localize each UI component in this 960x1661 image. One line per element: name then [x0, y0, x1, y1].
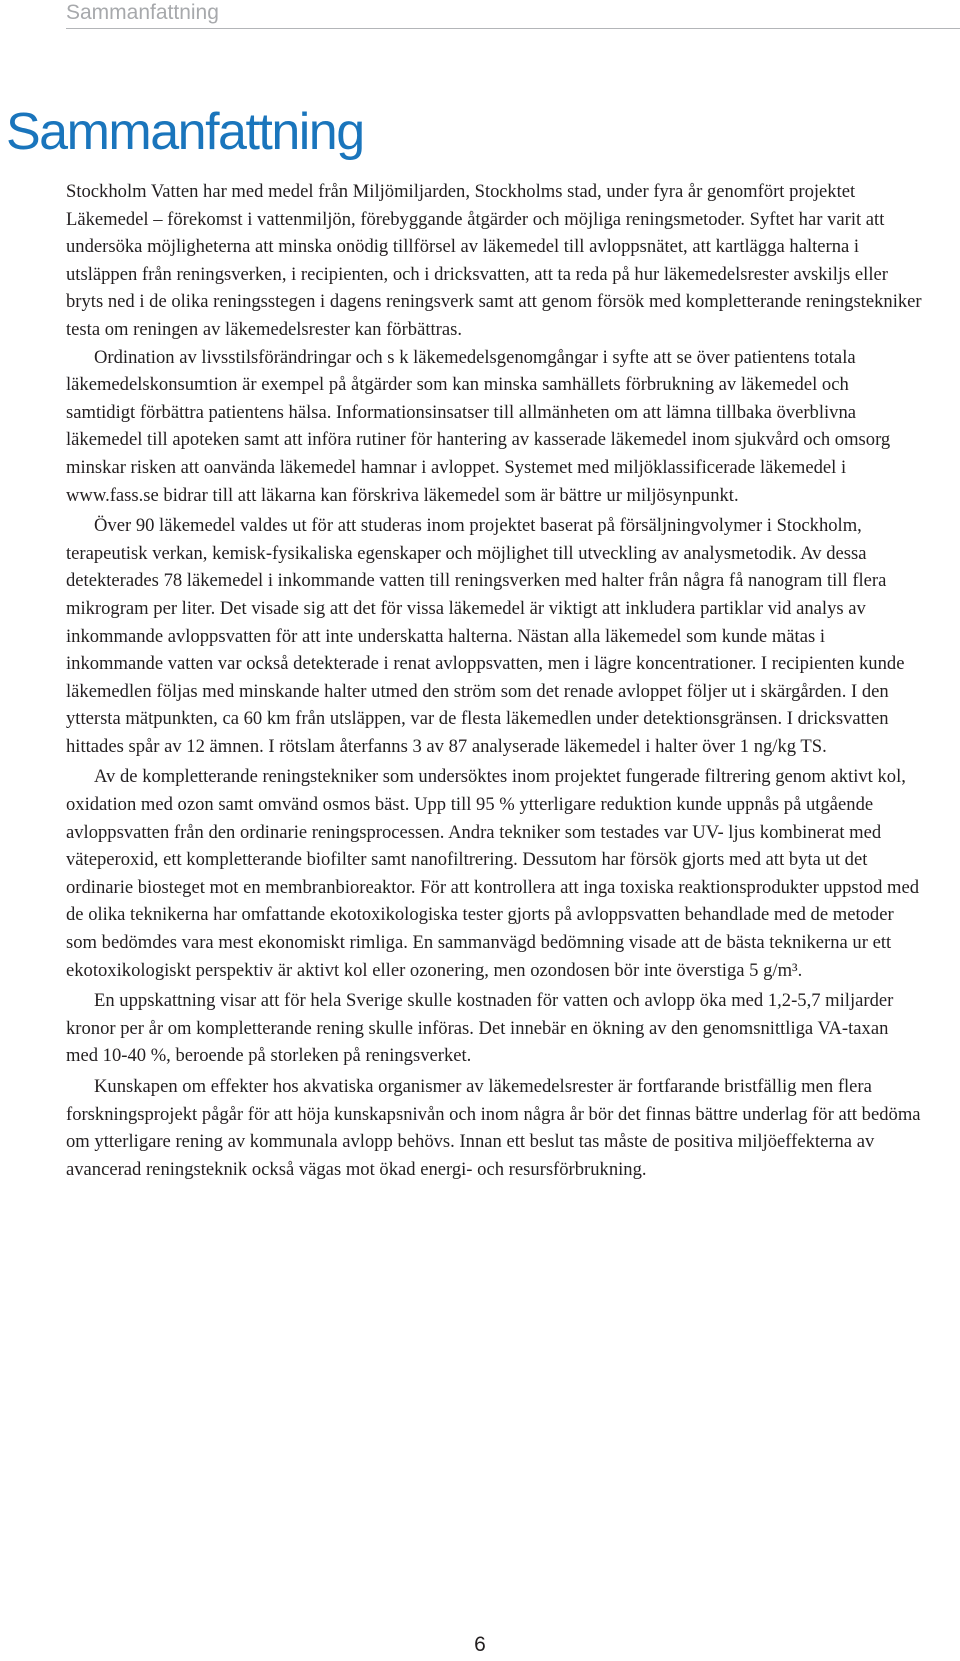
- page-number: 6: [474, 1633, 486, 1656]
- page-title: Sammanfattning: [6, 103, 364, 161]
- running-header: Sammanfattning: [66, 1, 219, 24]
- paragraph-intro: Stockholm Vatten har med medel från Miljömiljarden, Stockholms stad, under fyra år genomfört projektet Läkemedel – förekomst i vattenmiljön, förebyggande åtgärder och möjliga reningsmetoder. Syftet har varit att undersöka möjligheterna att minska onödig tillförsel av läkemedel till avloppsnätet, att kartlägga halterna i utsläppen från reningsverken, i recipienten, och i dricksvatten, att ta reda på hur läkemedelsrester avskiljs eller bryts ned i de olika reningsstegen i dagens reningsverk samt att genom försök med kompletterande reningstekniker testa om reningen av läkemedelsrester kan förbättras.: [66, 181, 922, 340]
- paragraph-techniques: Av de kompletterande reningstekniker som undersöktes inom projektet fungerade filtrering genom aktivt kol, oxidation med ozon samt omvänd osmos bäst. Upp till 95 % ytterligare reduktion kunde uppnås på utgående avloppsvatten från den ordinarie reningsprocessen. Andra tekniker som testades var UV- ljus kombinerat med väteperoxid, ett kompletterande biofilter samt nanofiltrering. Dessutom har försök gjorts med att byta ut det ordinarie biosteget mot en membranbioreaktor. För att kontrollera att inga toxiska reaktionsprodukter uppstod med de olika teknikerna har omfattande ekotoxikologiska tester gjorts på avloppsvatten behandlade med de metoder som bedömdes vara mest ekonomiskt rimliga. En sammanvägd bedömning visade att de bästa teknikerna ur ett ekotoxikologiskt perspektiv är aktivt kol eller ozonering, men ozondosen bör inte överstiga 5 g/m³.: [66, 766, 920, 981]
- paragraph-selection: Över 90 läkemedel valdes ut för att studeras inom projektet baserat på försäljningvolymer i Stockholm, terapeutisk verkan, kemisk-fysikaliska egenskaper och möjlighet till utveckling av analysmetodik. Av dessa detekterades 78 läkemedel i inkommande vatten till reningsverken med halter från några få nanogram till flera mikrogram per liter. Det visade sig att det för vissa läkemedel är viktigt att inkludera partiklar vid analys av inkommande avloppsvatten för att inte underskatta halterna. Nästan alla läkemedel som kunde mätas i inkommande vatten var också detekterade i renat avloppsvatten, men i lägre koncentrationer. I recipienten kunde läkemedlen följas med minskande halter utmed den ström som det renade avloppet följer ut i skärgården. I den yttersta mätpunkten, ca 60 km från utsläppen, var de flesta läkemedlen under detektionsgränsen. I dricksvatten hittades spår av 12 ämnen. I rötslam återfanns 3 av 87 analyserade läkemedel i halter över 1 ng/kg TS.: [66, 515, 905, 757]
- paragraph-ordination: Ordination av livsstilsförändringar och s k läkemedelsgenomgångar i syfte att se över patientens totala läkemedelskonsumtion är exempel på åtgärder som kan minska samhällets förbrukning av läkemedel och samtidigt förbättra patientens hälsa. Informationsinsatser till allmänheten om att lämna tillbaka överblivna läkemedel till apoteken samt att införa rutiner för hantering av kasserade läkemedel inom sjukvård och omsorg minskar risken att oanvända läkemedel hamnar i avloppet. Systemet med miljöklassificerade läkemedel i www.fass.se bidrar till att läkarna kan förskriva läkemedel som är bättre ur miljösynpunkt.: [66, 346, 891, 506]
- paragraph-knowledge: Kunskapen om effekter hos akvatiska organismer av läkemedelsrester är fortfarande bristfällig men flera forskningsprojekt pågår för att höja kunskapsnivån och inom några år bör det finnas bättre underlag för att bedöma om ytterligare rening av kommunala avlopp behövs. Innan ett beslut tas måste de positiva miljöeffekterna av avancerad reningsteknik också vägas mot ökad energi- och resursförbrukning.: [66, 1076, 921, 1180]
- paragraph-cost: En uppskattning visar att för hela Sverige skulle kostnaden för vatten och avlopp öka med 1,2-5,7 miljarder kronor per år om kompletterande rening skulle införas. Det innebär en ökning av den genomsnittliga VA-taxan med 10-40 %, beroende på storleken på reningsverket.: [66, 990, 894, 1067]
- body-text: [66, 178, 922, 1183]
- header-divider: [66, 28, 960, 29]
